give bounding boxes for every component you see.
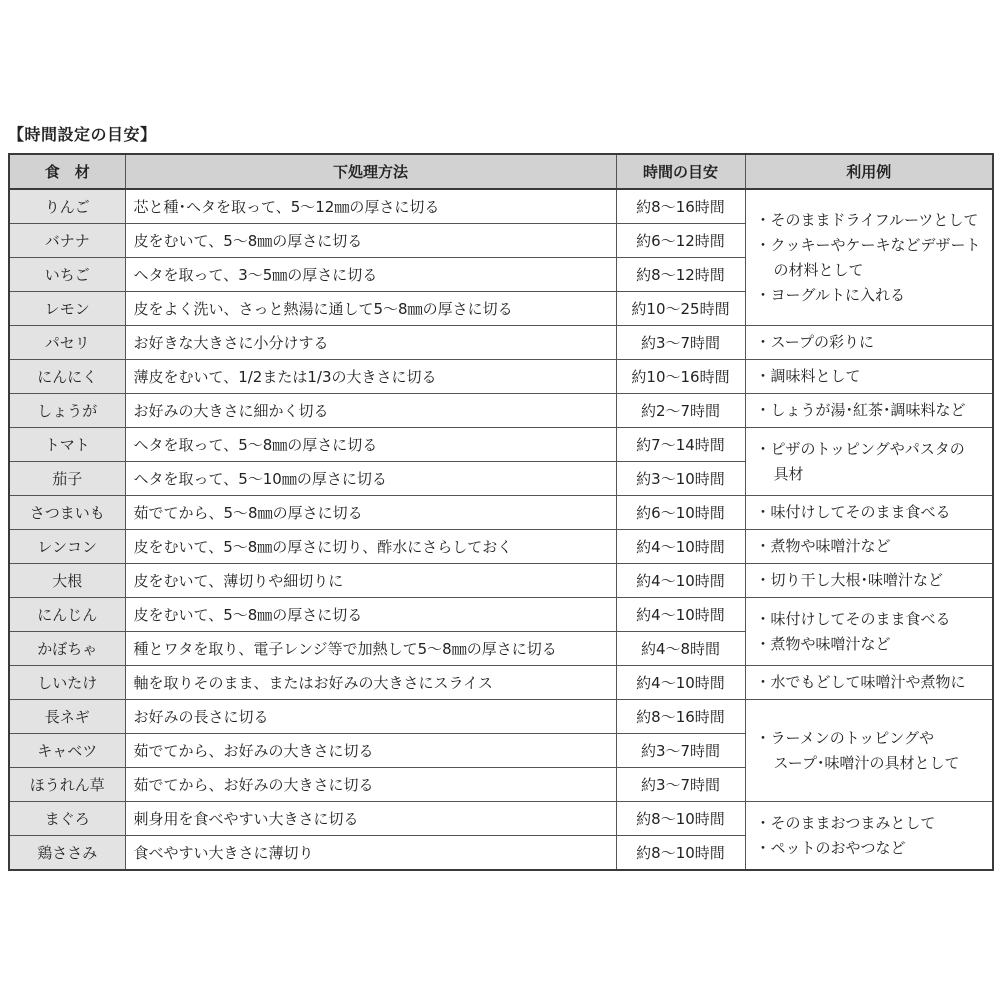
usage-line: ・煮物や味噌汁など bbox=[755, 634, 891, 653]
time-cell: 約6～12時間 bbox=[616, 224, 745, 258]
food-cell: にんじん bbox=[9, 598, 125, 632]
method-cell: お好きな大きさに小分けする bbox=[125, 326, 616, 360]
time-cell: 約4～10時間 bbox=[616, 598, 745, 632]
usage-line: ・しょうが湯･紅茶･調味料など bbox=[755, 401, 966, 419]
table-row bbox=[9, 666, 993, 700]
time-cell: 約3～10時間 bbox=[616, 462, 745, 496]
time-setting-table bbox=[8, 153, 994, 871]
header-method: 下処理方法 bbox=[125, 154, 616, 189]
usage-cell bbox=[745, 428, 993, 496]
method-cell: 種とワタを取り、電子レンジ等で加熱して5～8㎜の厚さに切る bbox=[125, 632, 616, 666]
time-cell: 約10～25時間 bbox=[616, 292, 745, 326]
usage-line: ・煮物や味噌汁など bbox=[755, 537, 891, 555]
method-cell: ヘタを取って、5～8㎜の厚さに切る bbox=[125, 428, 616, 462]
table-body bbox=[9, 189, 993, 870]
method-cell: 軸を取りそのまま、またはお好みの大きさにスライス bbox=[125, 666, 616, 700]
method-cell: お好みの長さに切る bbox=[125, 700, 616, 734]
document-title: 【時間設定の目安】 bbox=[8, 125, 157, 144]
usage-line: ・味付けしてそのまま食べる bbox=[755, 609, 951, 628]
time-cell: 約10～16時間 bbox=[616, 360, 745, 394]
time-cell: 約4～8時間 bbox=[616, 632, 745, 666]
header-usage: 利用例 bbox=[745, 154, 993, 189]
food-cell: まぐろ bbox=[9, 802, 125, 836]
usage-line: ・スープの彩りに bbox=[755, 333, 875, 351]
header-row bbox=[9, 154, 993, 189]
usage-cell bbox=[745, 496, 993, 530]
method-cell: 食べやすい大きさに薄切り bbox=[125, 836, 616, 871]
time-cell: 約2～7時間 bbox=[616, 394, 745, 428]
time-cell: 約8～10時間 bbox=[616, 836, 745, 871]
time-cell: 約3～7時間 bbox=[616, 326, 745, 360]
food-cell: いちご bbox=[9, 258, 125, 292]
method-cell: 薄皮をむいて、1/2または1/3の大きさに切る bbox=[125, 360, 616, 394]
food-cell: 鶏ささみ bbox=[9, 836, 125, 871]
time-cell: 約3～7時間 bbox=[616, 734, 745, 768]
food-cell: ほうれん草 bbox=[9, 768, 125, 802]
usage-cell bbox=[745, 530, 993, 564]
time-cell: 約7～14時間 bbox=[616, 428, 745, 462]
usage-cell bbox=[745, 189, 993, 326]
food-cell: 茄子 bbox=[9, 462, 125, 496]
table-row bbox=[9, 530, 993, 564]
food-cell: 長ネギ bbox=[9, 700, 125, 734]
time-cell: 約6～10時間 bbox=[616, 496, 745, 530]
method-cell: 茹でてから、お好みの大きさに切る bbox=[125, 768, 616, 802]
method-cell: 皮をむいて、5～8㎜の厚さに切る bbox=[125, 598, 616, 632]
food-cell: にんにく bbox=[9, 360, 125, 394]
header-time: 時間の目安 bbox=[616, 154, 745, 189]
time-cell: 約4～10時間 bbox=[616, 666, 745, 700]
time-cell: 約4～10時間 bbox=[616, 530, 745, 564]
food-cell: 大根 bbox=[9, 564, 125, 598]
usage-line: の材料として bbox=[773, 260, 864, 279]
food-cell: りんご bbox=[9, 189, 125, 224]
usage-cell bbox=[745, 802, 993, 871]
table-row bbox=[9, 189, 993, 224]
usage-line: ・そのままおつまみとして bbox=[755, 813, 936, 832]
table-row bbox=[9, 360, 993, 394]
usage-line: 具材 bbox=[773, 464, 804, 483]
usage-line: ・切り干し大根･味噌汁など bbox=[755, 571, 944, 589]
table-row bbox=[9, 394, 993, 428]
table-row bbox=[9, 428, 993, 462]
time-cell: 約8～12時間 bbox=[616, 258, 745, 292]
food-cell: キャベツ bbox=[9, 734, 125, 768]
table-row bbox=[9, 802, 993, 836]
food-cell: バナナ bbox=[9, 224, 125, 258]
table-row bbox=[9, 564, 993, 598]
food-cell: さつまいも bbox=[9, 496, 125, 530]
food-cell: パセリ bbox=[9, 326, 125, 360]
method-cell: 皮をむいて、薄切りや細切りに bbox=[125, 564, 616, 598]
usage-line: ・クッキーやケーキなどデザート bbox=[755, 235, 981, 254]
method-cell: 皮をむいて、5～8㎜の厚さに切る bbox=[125, 224, 616, 258]
method-cell: 茹でてから、お好みの大きさに切る bbox=[125, 734, 616, 768]
usage-line: ・ペットのおやつなど bbox=[755, 838, 906, 857]
time-cell: 約4～10時間 bbox=[616, 564, 745, 598]
method-cell: 皮をよく洗い、さっと熱湯に通して5～8㎜の厚さに切る bbox=[125, 292, 616, 326]
time-cell: 約8～16時間 bbox=[616, 189, 745, 224]
usage-cell bbox=[745, 700, 993, 802]
table-row bbox=[9, 598, 993, 632]
usage-line: ・そのままドライフルーツとして bbox=[755, 210, 979, 229]
usage-line: ・ヨーグルトに入れる bbox=[755, 285, 906, 304]
food-cell: トマト bbox=[9, 428, 125, 462]
usage-cell bbox=[745, 394, 993, 428]
header-food: 食 材 bbox=[9, 154, 125, 189]
usage-line: スープ･味噌汁の具材として bbox=[773, 753, 960, 772]
food-cell: レモン bbox=[9, 292, 125, 326]
table-row bbox=[9, 700, 993, 734]
method-cell: 刺身用を食べやすい大きさに切る bbox=[125, 802, 616, 836]
method-cell: ヘタを取って、3～5㎜の厚さに切る bbox=[125, 258, 616, 292]
usage-line: ・味付けしてそのまま食べる bbox=[755, 503, 951, 521]
method-cell: ヘタを取って、5～10㎜の厚さに切る bbox=[125, 462, 616, 496]
usage-line: ・調味料として bbox=[755, 367, 861, 385]
table-row bbox=[9, 496, 993, 530]
method-cell: 皮をむいて、5～8㎜の厚さに切り、酢水にさらしておく bbox=[125, 530, 616, 564]
usage-cell bbox=[745, 360, 993, 394]
usage-line: ・ピザのトッピングやパスタの bbox=[755, 439, 965, 458]
usage-cell bbox=[745, 564, 993, 598]
method-cell: 茹でてから、5～8㎜の厚さに切る bbox=[125, 496, 616, 530]
food-cell: しょうが bbox=[9, 394, 125, 428]
usage-line: ・水でもどして味噌汁や煮物に bbox=[755, 673, 966, 691]
food-cell: しいたけ bbox=[9, 666, 125, 700]
method-cell: お好みの大きさに細かく切る bbox=[125, 394, 616, 428]
time-cell: 約8～10時間 bbox=[616, 802, 745, 836]
usage-cell bbox=[745, 326, 993, 360]
usage-line: ・ラーメンのトッピングや bbox=[755, 728, 935, 747]
food-cell: かぼちゃ bbox=[9, 632, 125, 666]
food-cell: レンコン bbox=[9, 530, 125, 564]
method-cell: 芯と種･ヘタを取って、5～12㎜の厚さに切る bbox=[125, 189, 616, 224]
time-cell: 約3～7時間 bbox=[616, 768, 745, 802]
table-header bbox=[9, 154, 993, 189]
usage-cell bbox=[745, 666, 993, 700]
time-cell: 約8～16時間 bbox=[616, 700, 745, 734]
usage-cell bbox=[745, 598, 993, 666]
table-row bbox=[9, 326, 993, 360]
